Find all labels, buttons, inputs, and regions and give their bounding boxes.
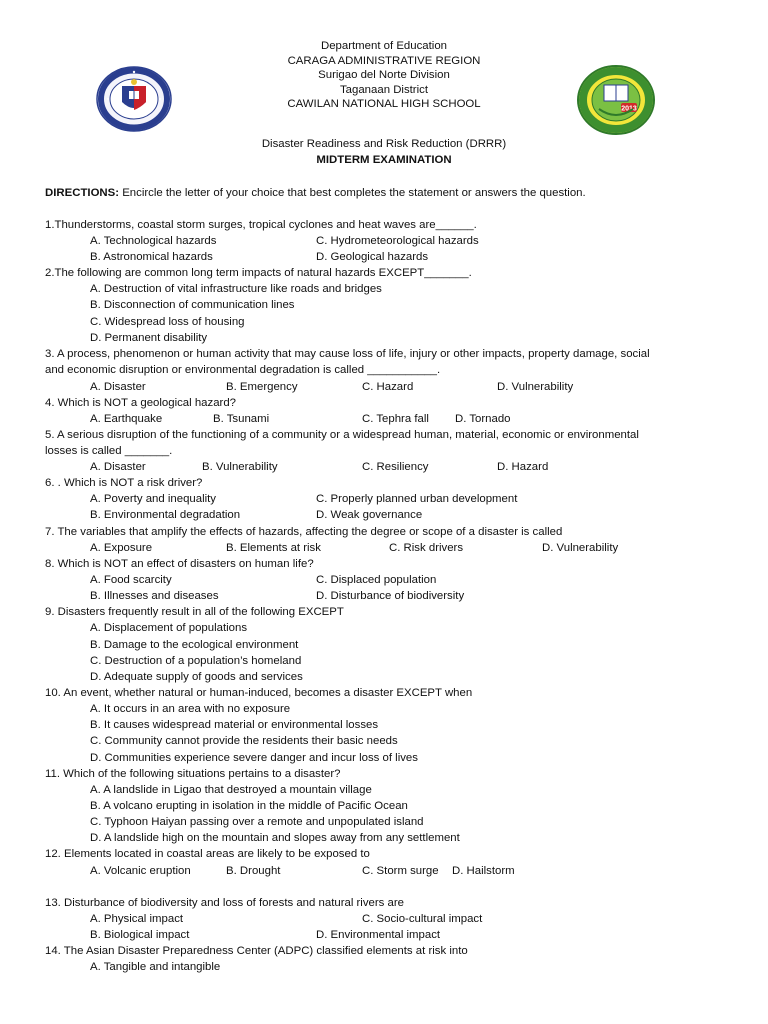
question-11-option-b[interactable]: B. A volcano erupting in isolation in the middle of Pacific Ocean — [90, 800, 408, 812]
question-11-option-d[interactable]: D. A landslide high on the mountain and slopes away from any settlement — [90, 832, 460, 844]
question-13-option-d[interactable]: D. Environmental impact — [316, 929, 441, 941]
directions-text: Encircle the letter of your choice that best completes the statement or answers the question. — [119, 187, 586, 199]
question-10-option-b[interactable]: B. It causes widespread material or environmental losses — [90, 719, 379, 731]
question-6-option-c[interactable]: C. Properly planned urban development — [316, 493, 518, 505]
question-11: 11. Which of the following situations pertains to a disaster? — [45, 768, 341, 780]
header-line-division: Surigao del Norte Division — [318, 69, 450, 82]
question-12-option-a[interactable]: A. Volcanic eruption — [90, 865, 191, 877]
svg-text:2013: 2013 — [621, 105, 637, 113]
question-6-option-b[interactable]: B. Environmental degradation — [90, 509, 241, 521]
question-10: 10. An event, whether natural or human-induced, becomes a disaster EXCEPT when — [45, 687, 473, 699]
question-4-option-c[interactable]: C. Tephra fall — [362, 413, 429, 425]
question-11-option-a[interactable]: A. A landslide in Ligao that destroyed a mountain village — [90, 784, 372, 796]
question-9-option-c[interactable]: C. Destruction of a population’s homeland — [90, 655, 302, 667]
question-5: 5. A serious disruption of the functioning of a community or a widespread human, material, economic or environmental — [45, 429, 639, 441]
question-3-option-c[interactable]: C. Hazard — [362, 381, 414, 393]
question-5-option-b[interactable]: B. Vulnerability — [202, 461, 278, 473]
exam-title: MIDTERM EXAMINATION — [316, 154, 452, 166]
question-8-option-c[interactable]: C. Displaced population — [316, 574, 437, 586]
question-2-option-a[interactable]: A. Destruction of vital infrastructure like roads and bridges — [90, 283, 382, 295]
question-1-option-a[interactable]: A. Technological hazards — [90, 235, 217, 247]
question-3-option-d[interactable]: D. Vulnerability — [497, 381, 574, 393]
question-7-option-d[interactable]: D. Vulnerability — [542, 542, 619, 554]
question-4-option-d[interactable]: D. Tornado — [455, 413, 511, 425]
directions-label: DIRECTIONS: — [45, 187, 120, 199]
question-13: 13. Disturbance of biodiversity and loss of forests and natural rivers are — [45, 897, 404, 909]
question-12-option-d[interactable]: D. Hailstorm — [452, 865, 515, 877]
directions — [45, 186, 586, 200]
question-1-option-d[interactable]: D. Geological hazards — [316, 251, 429, 263]
question-12-option-c[interactable]: C. Storm surge — [362, 865, 439, 877]
question-6-option-d[interactable]: D. Weak governance — [316, 509, 423, 521]
question-1-option-b[interactable]: B. Astronomical hazards — [90, 251, 213, 263]
question-8-option-a[interactable]: A. Food scarcity — [90, 574, 172, 586]
question-7-option-a[interactable]: A. Exposure — [90, 542, 153, 554]
exam-subject: Disaster Readiness and Risk Reduction (DRRR) — [261, 138, 507, 150]
question-5-option-a[interactable]: A. Disaster — [90, 461, 146, 473]
question-4: 4. Which is NOT a geological hazard? — [45, 397, 236, 409]
question-2-option-d[interactable]: D. Permanent disability — [90, 332, 208, 344]
question-5-option-d[interactable]: D. Hazard — [497, 461, 549, 473]
question-3-option-b[interactable]: B. Emergency — [226, 381, 298, 393]
question-5-option-c[interactable]: C. Resiliency — [362, 461, 429, 473]
question-7-option-b[interactable]: B. Elements at risk — [226, 542, 321, 554]
question-9: 9. Disasters frequently result in all of the following EXCEPT — [45, 606, 344, 618]
question-1: 1.Thunderstorms, coastal storm surges, tropical cyclones and heat waves are______. — [45, 219, 477, 231]
question-10-option-c[interactable]: C. Community cannot provide the residents their basic needs — [90, 735, 398, 747]
question-2-option-b[interactable]: B. Disconnection of communication lines — [90, 299, 295, 311]
header-line-department: Department of Education — [320, 40, 447, 52]
question-8-option-d[interactable]: D. Disturbance of biodiversity — [316, 590, 465, 602]
question-13-option-c[interactable]: C. Socio-cultural impact — [362, 913, 483, 925]
question-3: 3. A process, phenomenon or human activity that may cause loss of life, injury or other impacts, property damage, social — [45, 348, 650, 360]
question-8-option-b[interactable]: B. Illnesses and diseases — [90, 590, 219, 602]
question-4-option-a[interactable]: A. Earthquake — [90, 413, 163, 425]
header-line-school: CAWILAN NATIONAL HIGH SCHOOL — [287, 98, 481, 111]
question-10-option-a[interactable]: A. It occurs in an area with no exposure — [90, 703, 291, 715]
header-line-region: CARAGA ADMINISTRATIVE REGION — [287, 54, 481, 67]
question-3-option-a[interactable]: A. Disaster — [90, 381, 146, 393]
question-10-option-d[interactable]: D. Communities experience severe danger and incur loss of lives — [90, 752, 418, 764]
question-11-option-c[interactable]: C. Typhoon Haiyan passing over a remote and unpopulated island — [90, 816, 424, 828]
question-1-option-c[interactable]: C. Hydrometeorological hazards — [316, 235, 479, 247]
question-6: 6. . Which is NOT a risk driver? — [45, 477, 203, 489]
question-7-option-c[interactable]: C. Risk drivers — [389, 542, 464, 554]
question-5-continued: losses is called _______. — [45, 445, 173, 457]
question-9-option-a[interactable]: A. Displacement of populations — [90, 622, 248, 634]
question-2-option-c[interactable]: C. Widespread loss of housing — [90, 316, 245, 328]
question-12: 12. Elements located in coastal areas are likely to be exposed to — [45, 848, 370, 860]
question-14-option-a[interactable]: A. Tangible and intangible — [90, 961, 221, 973]
school-header — [0, 39, 768, 112]
question-13-option-a[interactable]: A. Physical impact — [90, 913, 184, 925]
question-9-option-d[interactable]: D. Adequate supply of goods and services — [90, 671, 303, 683]
question-8: 8. Which is NOT an effect of disasters on human life? — [45, 558, 314, 570]
header-line-district: Taganaan District — [339, 83, 428, 96]
question-3-continued: and economic disruption or environmental degradation is called ___________. — [45, 364, 441, 376]
question-2: 2.The following are common long term impacts of natural hazards EXCEPT_______. — [45, 267, 472, 279]
question-13-option-b[interactable]: B. Biological impact — [90, 929, 190, 941]
question-6-option-a[interactable]: A. Poverty and inequality — [90, 493, 217, 505]
question-12-option-b[interactable]: B. Drought — [226, 865, 281, 877]
question-7: 7. The variables that amplify the effects of hazards, affecting the degree or scope of a disaster is called — [45, 526, 563, 538]
question-9-option-b[interactable]: B. Damage to the ecological environment — [90, 639, 299, 651]
question-14: 14. The Asian Disaster Preparedness Center (ADPC) classified elements at risk into — [45, 945, 468, 957]
question-4-option-b[interactable]: B. Tsunami — [213, 413, 270, 425]
